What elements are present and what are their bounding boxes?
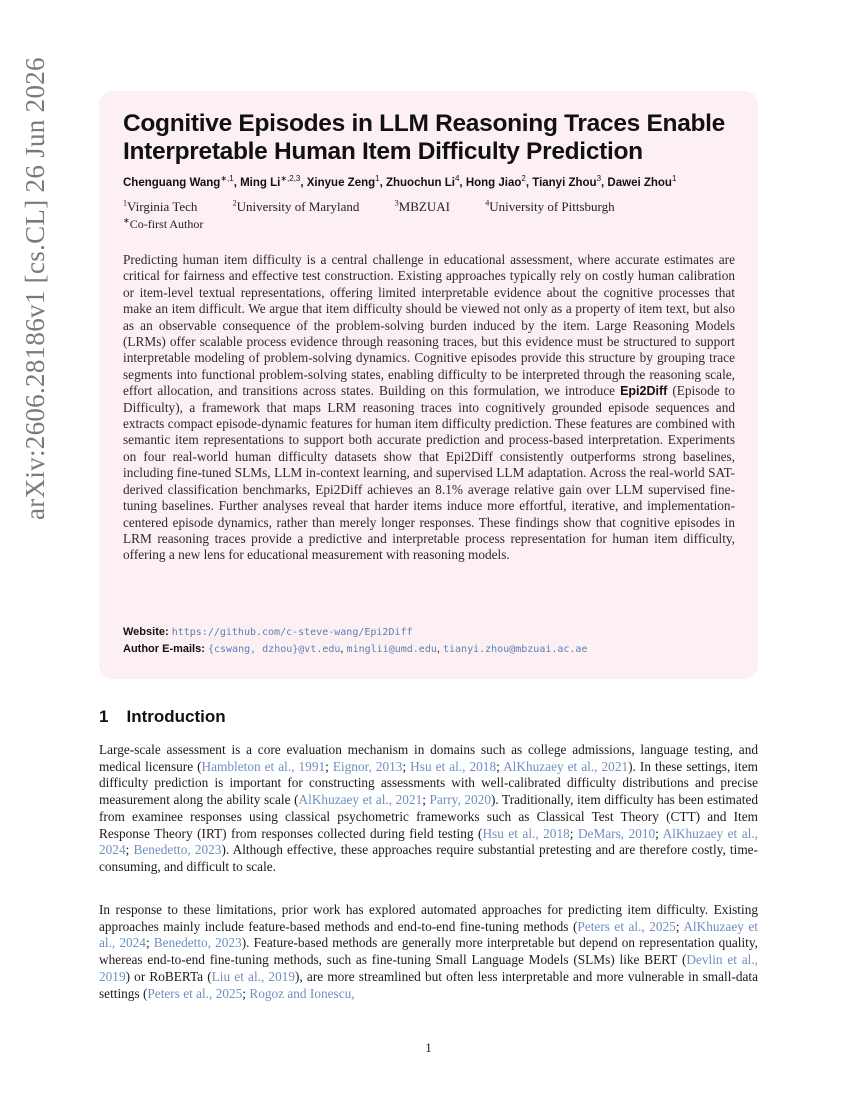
- citation-link[interactable]: DeMars, 2010: [577, 825, 656, 841]
- citation-link[interactable]: Parry, 2020: [429, 792, 491, 808]
- paragraph-text: ;: [402, 758, 411, 774]
- paragraph-text: In response to these limitations, prior work has explored automated approaches for predicting item difficulty. Existing approaches mainly include feature-based methods and end-to-end fine-tuning methods (: [99, 902, 758, 934]
- website-link[interactable]: https://github.com/c-steve-wang/Epi2Diff: [171, 627, 413, 638]
- page-number: 1: [425, 1040, 432, 1055]
- author: Hong Jiao$^2$,: [465, 174, 533, 189]
- paragraph-text: ;: [325, 758, 333, 774]
- citation-link[interactable]: AlKhuzaey et al., 2021: [503, 758, 629, 774]
- affiliation: $^1$Virginia Tech: [123, 199, 198, 215]
- citation-link[interactable]: AlKhuzaey et al., 2024: [99, 918, 758, 951]
- paragraph-text: ;: [496, 758, 504, 774]
- author: Dawei Zhou$^1$: [607, 174, 677, 189]
- affiliation: $^2$University of Maryland: [232, 199, 360, 215]
- paragraph-text: ;: [242, 985, 250, 1001]
- citation-link[interactable]: Benedetto, 2023: [153, 935, 242, 951]
- section-heading: [99, 707, 226, 727]
- affiliation: $^4$University of Pittsburgh: [485, 199, 615, 215]
- intro-paragraph-2: [99, 902, 758, 1002]
- citation-link[interactable]: Devlin et al., 2019: [99, 952, 758, 984]
- arxiv-identifier: arXiv:2606.28186v1 [cs.CL] 26 Jun 2026: [20, 57, 50, 520]
- method-name: Epi2Diff: [620, 384, 668, 399]
- citation-link[interactable]: Benedetto, 2023: [133, 842, 222, 858]
- paragraph-text: ), are more streamlined but often less interpretable and more vulnerable in small-data settings (: [99, 968, 758, 1001]
- paragraph-text: ) or RoBERTa (: [125, 968, 212, 984]
- abstract: Predicting human item difficulty is a central challenge in educational assessment, where accurate estimates are critical for fairness and effective test construction. Existing approaches typically rely on costly human calibration or item-level textual representations, offering limited interpretable evidence about the cognitive processes that make an item difficult. We argue that item difficulty should be viewed not only as a property of item text, but also as an observable consequence of the problem-solving burden induced by the item. Large Reasoning Models (LRMs) offer scalable process evidence through reasoning traces, but this evidence must be structured to support interpretable modeling of problem-solving dynamics. Cognitive episodes provide this structure by grouping trace segments into functional problem-solving states, enabling difficulty to be interpreted through the reasoning scale, effort allocation, and transitions across states. Building on this formulation, we introduce Epi2Diff (Episode to Difficulty), a framework that maps LRM reasoning traces into cognitively grounded episode sequences and extracts compact episode-dynamic features for human item difficulty prediction. These features are combined with semantic item representations to support both accurate prediction and process-based interpretation. Experiments on four real-world human difficulty datasets show that Epi2Diff consistently outperforms strong baselines, including fine-tuned SLMs, LLM in-context learning, and supervised LLM adaptation. Across the real-world SAT-derived classification benchmarks, Epi2Diff achieves an 8.1% average relative gain over LLM supervised fine-tuning baselines. Further analyses reveal that harder items induce more effortful, iterative, and implementation-centered episode dynamics, rather than merely longer responses. These findings show that cognitive episodes in LRM reasoning traces provide a predictive and interpretable process representation for human item difficulty, offering a new lens for educational measurement with reasoning models.: [123, 252, 735, 563]
- citation-link[interactable]: Hsu et al., 2018: [410, 758, 497, 774]
- cofirst-note: ∗Co-first Author: [123, 216, 204, 231]
- citation-link[interactable]: Peters et al., 2025: [147, 985, 243, 1001]
- section-number: 1: [99, 707, 109, 726]
- paper-title: Cognitive Episodes in LLM Reasoning Traces Enable Interpretable Human Item Difficulty Prediction: [123, 110, 726, 165]
- website-line: [123, 626, 413, 638]
- paragraph-text: Large-scale assessment is a core evaluation mechanism in domains such as college admissions, language testing, and medical licensure (: [99, 742, 758, 774]
- website-label: Website:: [123, 626, 169, 638]
- email-link[interactable]: {cswang, dzhou}@vt.edu: [207, 644, 341, 655]
- citation-link[interactable]: Peters et al., 2025: [577, 918, 676, 934]
- paragraph-text: ;: [422, 792, 430, 808]
- citation-link[interactable]: Hambleton et al., 1991: [201, 758, 326, 774]
- author: Tianyi Zhou$^3$,: [532, 174, 608, 189]
- citation-link[interactable]: Liu et al., 2019: [211, 968, 296, 984]
- emails-label: Author E-mails:: [123, 643, 205, 655]
- affiliations: [123, 199, 647, 215]
- citation-link[interactable]: AlKhuzaey et al., 2021: [298, 792, 423, 808]
- paragraph-text: ;: [145, 935, 154, 951]
- paragraph-text: ;: [569, 825, 578, 841]
- paragraph-text: ;: [655, 825, 663, 841]
- paragraph-text: ). In these settings, item difficulty prediction is important for constructing assessments with well-calibrated difficulty distributions and precise measurement along the ability scale (: [99, 758, 758, 808]
- paragraph-text: ;: [675, 918, 684, 934]
- paragraph-text: ). Feature-based methods are generally more interpretable but depend on representation quality, whereas end-to-end fine-tuning methods, such as fine-tuning Small Language Models (SLMs) like BERT (: [99, 935, 758, 968]
- citation-link[interactable]: Hsu et al., 2018: [482, 825, 570, 841]
- author-list: [123, 174, 763, 189]
- author: Ming $Li^{∗,2,3}$,: [240, 174, 307, 189]
- email-link[interactable]: tianyi.zhou@mbzuai.ac.ae: [442, 644, 588, 655]
- author: Chenguang Wang$^{∗,1}$,: [123, 174, 241, 189]
- citation-link[interactable]: AlKhuzaey et al., 2024: [99, 825, 758, 858]
- citation-link[interactable]: Eignor, 2013: [332, 758, 403, 774]
- paragraph-text: ). Traditionally, item difficulty has been estimated from examinee responses using classical psychometric frameworks such as Classical Test Theory (CTT) and Item Response Theory (IRT) from responses collected during field testing (: [99, 792, 758, 841]
- emails-line: Author E-mails: {cswang, dzhou}@vt.edu, minglii@umd.edu, tianyi.zhou@mbzuai.ac.ae: [123, 643, 588, 655]
- author: Zhuochun Li$^4$,: [385, 174, 466, 189]
- intro-paragraph-1: [99, 742, 758, 876]
- paragraph-text: ). Although effective, these approaches require substantial pretesting and are therefore costly, time-consuming, and difficult to scale.: [99, 842, 758, 874]
- author: Xinyue Zeng$^1$,: [306, 174, 386, 189]
- affiliation: $^3$MBZUAI: [394, 199, 450, 215]
- citation-link[interactable]: Rogoz and Ionescu,: [249, 985, 355, 1001]
- section-title: Introduction: [126, 707, 226, 726]
- paragraph-text: ;: [125, 842, 134, 858]
- email-link[interactable]: minglii@umd.edu: [346, 644, 437, 655]
